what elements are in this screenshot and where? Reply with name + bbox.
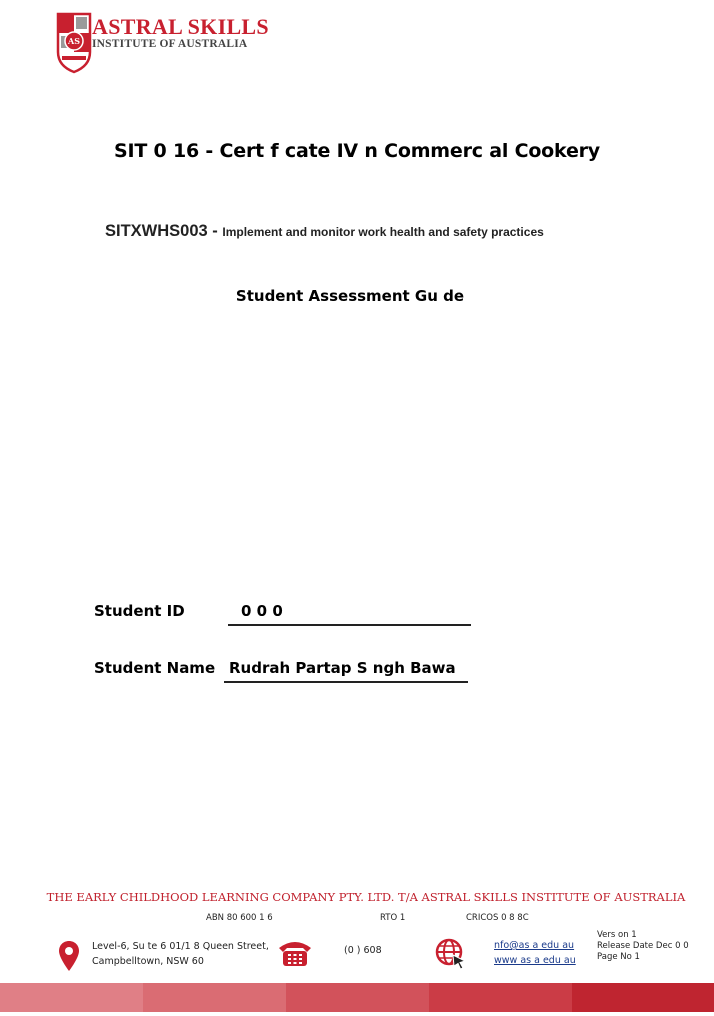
page-number-text: Page No 1 <box>597 952 640 962</box>
address-line-2: Campbelltown, NSW 60 <box>92 956 204 967</box>
student-id-underline <box>228 624 471 626</box>
student-id-label: Student ID <box>94 602 185 620</box>
website-link[interactable]: www as a edu au <box>494 955 576 966</box>
footer-bar-segment-3 <box>286 983 429 1012</box>
brand-name: ASTRAL SKILLS <box>92 14 269 39</box>
unit-code: SITXWHS003 - <box>105 222 223 240</box>
footer-bar-segment-1 <box>0 983 143 1012</box>
student-name-label: Student Name <box>94 659 216 677</box>
student-name-underline <box>224 681 468 683</box>
phone-number: (0 ) 608 <box>344 945 382 956</box>
cricos-text: CRICOS 0 8 8C <box>466 913 529 923</box>
telephone-icon <box>277 938 313 968</box>
email-link[interactable]: nfo@as a edu au <box>494 940 575 951</box>
footer-bar-segment-2 <box>143 983 286 1012</box>
brand-subtitle: INSTITUTE OF AUSTRALIA <box>92 38 248 50</box>
assessment-guide-title: Student Assessment Gu de <box>235 287 465 305</box>
abn-text: ABN 80 600 1 6 <box>206 913 273 923</box>
unit-title <box>105 222 544 241</box>
student-id-value: 0 0 0 <box>241 602 283 620</box>
version-text: Vers on 1 <box>597 930 637 940</box>
unit-name: Implement and monitor work health and safety practices <box>222 225 544 239</box>
shield-logo-icon <box>56 12 92 74</box>
release-date-text: Release Date Dec 0 0 <box>597 941 689 951</box>
globe-cursor-icon <box>435 938 467 970</box>
company-name: THE EARLY CHILDHOOD LEARNING COMPANY PTY. LTD. T/A ASTRAL SKILLS INSTITUTE OF AUSTRALIA <box>46 890 686 904</box>
footer-bar-segment-4 <box>429 983 572 1012</box>
rto-text: RTO 1 <box>380 913 406 923</box>
student-name-value: Rudrah Partap S ngh Bawa <box>229 659 456 677</box>
location-pin-icon <box>58 940 80 972</box>
footer-bar-segment-5 <box>572 983 714 1012</box>
course-title: SIT 0 16 - Cert f cate IV n Commerc al Cookery <box>114 140 600 162</box>
address-line-1: Level-6, Su te 6 01/1 8 Queen Street, <box>92 941 269 952</box>
svg-text:AS: AS <box>68 36 80 46</box>
